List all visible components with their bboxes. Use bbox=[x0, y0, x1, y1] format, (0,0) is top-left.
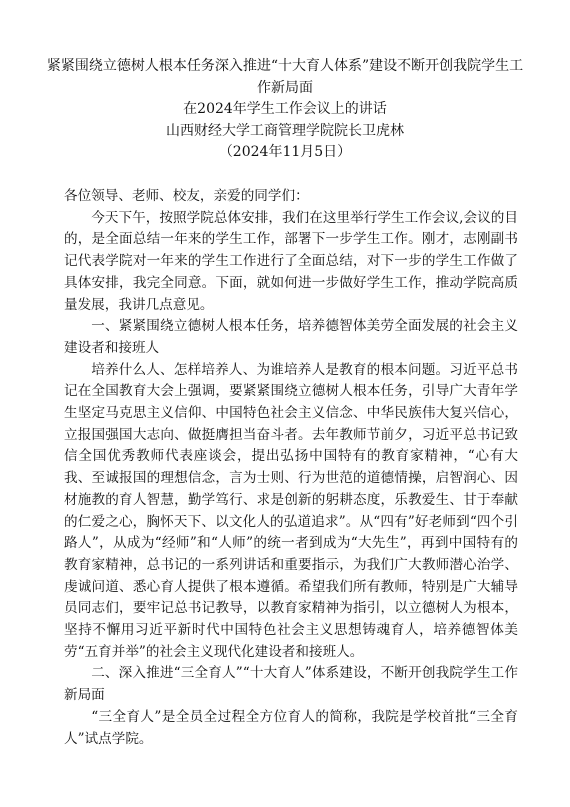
salutation: 各位领导、老师、校友，亲爱的同学们： bbox=[64, 188, 309, 204]
section-heading-2: 二、深入推进“三全育人”“十大育人”体系建设，不断开创我院学生工作新局面 bbox=[64, 665, 518, 704]
section-heading-1: 一、紧紧围绕立德树人根本任务，培养德智体美劳全面发展的社会主义建设者和接班人 bbox=[64, 318, 518, 356]
speech-title: 紧紧围绕立德树人根本任务深入推进“十大育人体系”建设不断开创我院学生工作新局面 bbox=[46, 58, 524, 96]
speech-body bbox=[64, 186, 518, 750]
paragraph-opening: 今天下午，按照学院总体安排，我们在这里举行学生工作会议,会议的目的，是全面总结一年来的学生工作，部署下一步学生工作。刚才，志刚副书记代表学院对一年来的学生工作进行了全面总结，对下一步的学生工作做了具体安排，我完全同意。下面，就如何进一步做好学生工作，推动学院高质量发展，我讲几点意见。 bbox=[64, 209, 518, 313]
speech-occasion: 在2024年学生工作会议上的讲话 bbox=[183, 101, 387, 117]
title-block bbox=[40, 56, 530, 164]
speaker-line: 山西财经大学工商管理学院院长卫虎林 bbox=[166, 122, 404, 139]
speech-date: （2024年11月5日） bbox=[218, 144, 352, 160]
paragraph-section-1: 培养什么人、怎样培养人、为谁培养人是教育的根本问题。习近平总书记在全国教育大会上强调，要紧紧围绕立德树人根本任务，引导广大青年学生坚定马克思主义信仰、中国特色社会主义信念、中华民族伟大复兴信心，立报国强国大志向、做挺膺担当奋斗者。去年教师节前夕，习近平总书记致信全国优秀教师代表座谈会，提出弘扬中国特有的教育家精神，“心有大我、至诚报国的理想信念，言为士则、行为世范的道德情操，启智润心、因材施教的育人智慧，勤学笃行、求是创新的躬耕态度，乐教爱生、甘于奉献的仁爱之心，胸怀天下、以文化人的弘道追求”。从“四有”好老师到“四个引路人”，从成为“经师”和“人师”的统一者到成为“大先生”，再到中国特有的教育家精神，总书记的一系列讲话和重要指示，为我们广大教师潜心治学、虔诚问道、悉心育人提供了根本遵循。希望我们所有教师，特别是广大辅导员同志们，要牢记总书记教导，以教育家精神为指引，以立德树人为根本，坚持不懈用习近平新时代中国特色社会主义思想铸魂育人，培养德智体美劳“五育并举”的社会主义现代化建设者和接班人。 bbox=[64, 361, 518, 660]
paragraph-section-2: “三全育人”是全员全过程全方位育人的简称，我院是学校首批“三全育人”试点学院。 bbox=[64, 708, 518, 747]
